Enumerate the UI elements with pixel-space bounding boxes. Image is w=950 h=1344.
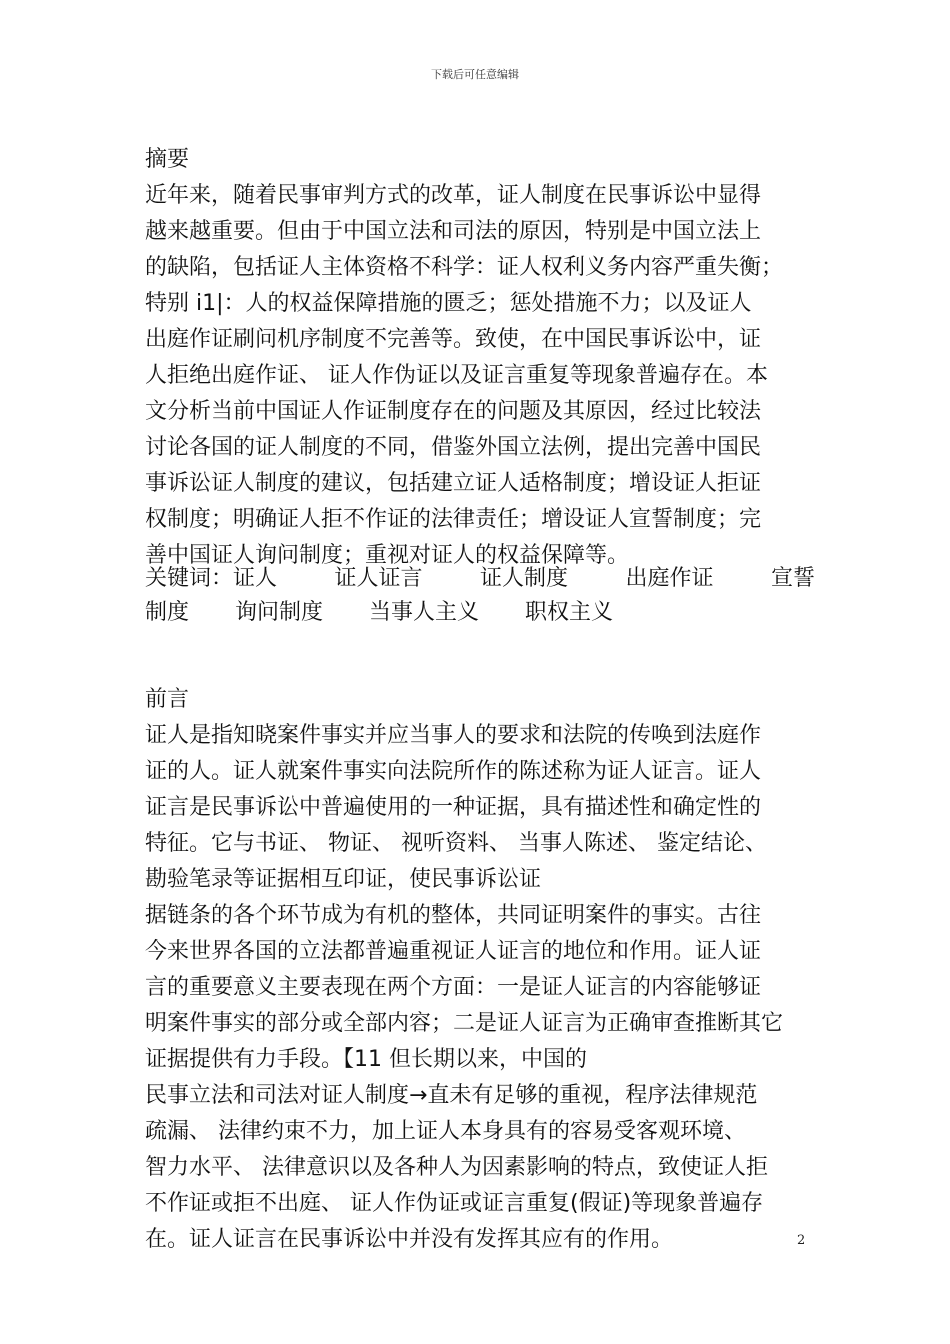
- keyword: 出庭作证: [625, 566, 714, 591]
- preface-line: 证人是指知晓案件事实并应当事人的要求和法院的传唤到法庭作: [145, 723, 762, 748]
- keyword: 宣誓: [770, 566, 815, 591]
- page-header: 下载后可任意编辑: [431, 68, 519, 81]
- preface-line: 据链条的各个环节成为有机的整体，共同证明案件的事实。古往: [145, 903, 762, 928]
- abstract-line: 越来越重要。但由于中国立法和司法的原因，特别是中国立法上: [145, 219, 762, 244]
- keywords-row: [145, 562, 815, 596]
- abstract-line: 近年来，随着民事审判方式的改革，证人制度在民事诉讼中显得: [145, 183, 762, 208]
- preface-line: 勘验笔录等证据相互印证，使民事诉讼证: [145, 867, 542, 892]
- preface-line: 特征。它与书证、 物证、 视听资料、 当事人陈述、 鉴定结论、: [145, 831, 767, 856]
- keyword: 证人证言: [334, 566, 423, 591]
- page-number: 2: [797, 1233, 806, 1248]
- preface-line: 在。证人证言在民事诉讼中并没有发挥其应有的作用。: [145, 1227, 674, 1252]
- keyword: 制度: [145, 600, 190, 625]
- keywords-row: [145, 596, 815, 630]
- abstract-line: 特别 i1|：人的权益保障措施的匮乏；惩处措施不力；以及证人: [145, 291, 752, 316]
- keyword: 当事人主义: [369, 600, 480, 625]
- keyword: 证人: [233, 566, 278, 591]
- preface-line: 证据提供有力手段。【11 但长期以来，中国的: [145, 1047, 587, 1072]
- abstract-line: 事诉讼证人制度的建议，包括建立证人适格制度；增设证人拒证: [145, 471, 762, 496]
- abstract-line: 善中国证人询问制度；重视对证人的权益保障等。: [145, 543, 630, 568]
- abstract-line: 的缺陷，包括证人主体资格不科学：证人权利义务内容严重失衡；: [145, 255, 784, 280]
- keywords-label: 关键词：: [145, 566, 234, 591]
- keywords-label-group: [145, 562, 277, 596]
- keyword: 职权主义: [525, 600, 614, 625]
- keyword: 证人制度: [479, 566, 568, 591]
- preface-line: 言的重要意义主要表现在两个方面：一是证人证言的内容能够证: [145, 975, 762, 1000]
- preface-line: 证的人。证人就案件事实向法院所作的陈述称为证人证言。证人: [145, 759, 762, 784]
- keywords-section: [145, 562, 815, 630]
- preface-line: 证言是民事诉讼中普遍使用的一种证据，具有描述性和确定性的: [145, 795, 762, 820]
- abstract-line: 人拒绝出庭作证、 证人作伪证以及证言重复等现象普遍存在。本: [145, 363, 768, 388]
- abstract-line: 出庭作证刷问机序制度不完善等。致使，在中国民事诉讼中，证: [145, 327, 762, 352]
- keyword: 询问制度: [235, 600, 324, 625]
- abstract-heading: 摘要: [145, 147, 190, 172]
- abstract-line: 讨论各国的证人制度的不同，借鉴外国立法例，提出完善中国民: [145, 435, 762, 460]
- preface-line: 智力水平、 法律意识以及各种人为因素影响的特点，致使证人拒: [145, 1155, 768, 1180]
- abstract-line: 权制度；明确证人拒不作证的法律责任；增设证人宣誓制度；完: [145, 507, 762, 532]
- preface-line: 疏漏、 法律约束不力，加上证人本身具有的容易受客观环境、: [145, 1119, 746, 1144]
- abstract-line: 文分析当前中国证人作证制度存在的问题及其原因，经过比较法: [145, 399, 762, 424]
- abstract-section: [145, 142, 815, 574]
- preface-line: 不作证或拒不出庭、 证人作伪证或证言重复(假证)等现象普遍存: [145, 1191, 764, 1216]
- preface-line: 明案件事实的部分或全部内容；二是证人证言为正确审查推断其它: [145, 1011, 784, 1036]
- preface-line: 民事立法和司法对证人制度→直未有足够的重视，程序法律规范: [145, 1083, 758, 1108]
- preface-section: [145, 682, 815, 1258]
- preface-line: 今来世界各国的立法都普遍重视证人证言的地位和作用。证人证: [145, 939, 762, 964]
- preface-heading: 前言: [145, 687, 190, 712]
